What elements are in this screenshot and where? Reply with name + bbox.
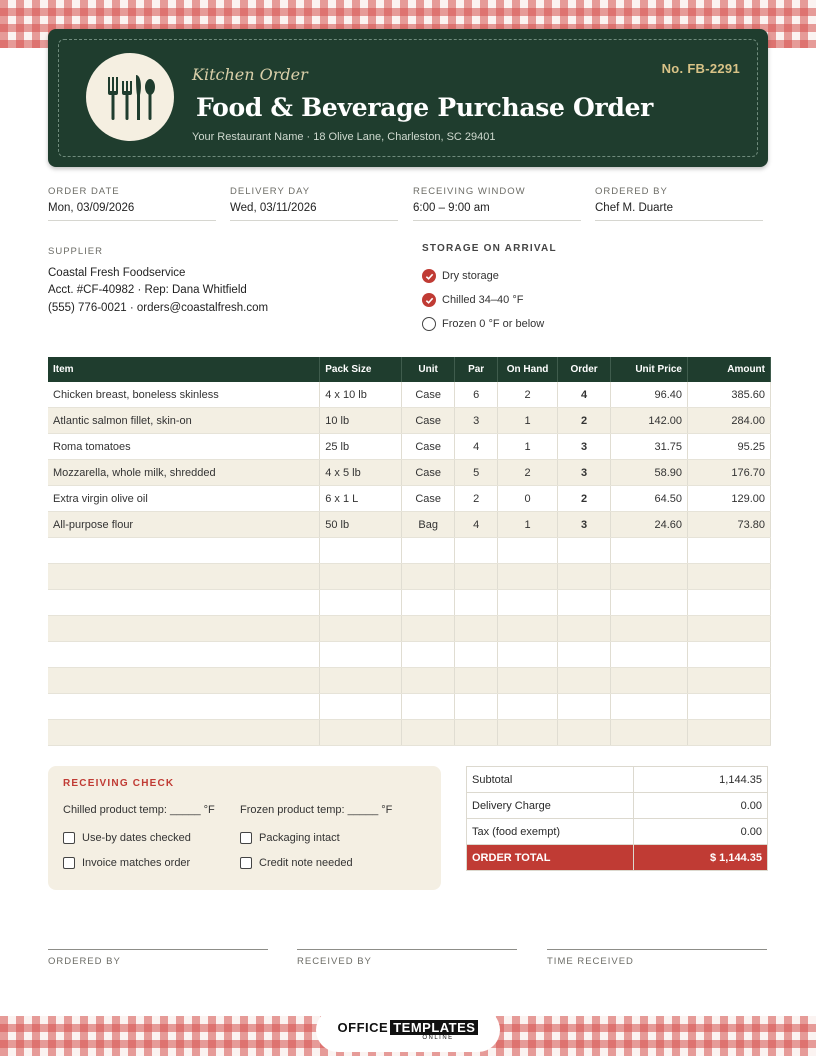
cell-on-hand[interactable]: 0 [498, 486, 558, 512]
cell-unit[interactable]: Case [402, 486, 455, 512]
storage-option-frozen[interactable] [422, 312, 557, 336]
cell-unit[interactable]: Case [402, 382, 455, 408]
table-row [48, 590, 771, 616]
cell-on-hand[interactable]: 1 [498, 512, 558, 538]
check-use-by-dates[interactable] [63, 832, 191, 844]
cell-unit-price[interactable]: 64.50 [611, 486, 688, 512]
cell-on-hand[interactable] [498, 668, 558, 694]
cell-amount[interactable]: 73.80 [688, 512, 771, 538]
signature-label: RECEIVED BY [297, 956, 372, 967]
storage-option-label: Dry storage [442, 270, 499, 282]
cell-on-hand[interactable]: 2 [498, 460, 558, 486]
cell-item[interactable]: All-purpose flour [48, 512, 320, 538]
cell-pack-size[interactable] [320, 642, 402, 668]
signature-time-received[interactable] [547, 949, 767, 967]
cell-unit[interactable] [402, 616, 455, 642]
receiving-window-label: RECEIVING WINDOW [413, 186, 526, 197]
supplier-label: SUPPLIER [48, 246, 103, 257]
cell-on-hand[interactable] [498, 642, 558, 668]
cell-par[interactable]: 4 [455, 434, 498, 460]
checkbox-icon[interactable] [63, 832, 75, 844]
cell-unit-price[interactable] [611, 694, 688, 720]
brand-logo[interactable] [316, 1008, 500, 1052]
cell-order[interactable]: 2 [558, 408, 611, 434]
cell-par[interactable]: 2 [455, 486, 498, 512]
storage-option-chilled[interactable] [422, 288, 557, 312]
supplier-account: Acct. #CF-40982 · Rep: Dana Whitfield [48, 284, 247, 296]
checkbox-icon[interactable] [240, 857, 252, 869]
cell-item[interactable]: Extra virgin olive oil [48, 486, 320, 512]
cell-order[interactable] [558, 564, 611, 590]
totals-label: Subtotal [467, 767, 634, 793]
order-total-value: $ 1,144.35 [634, 845, 768, 871]
cell-order[interactable] [558, 720, 611, 746]
delivery-day-value: Wed, 03/11/2026 [230, 202, 317, 214]
cell-on-hand[interactable] [498, 694, 558, 720]
ordered-by-field[interactable] [595, 186, 763, 221]
cell-on-hand[interactable] [498, 564, 558, 590]
storage-option-label: Chilled 34–40 °F [442, 294, 524, 306]
totals-label: Delivery Charge [467, 793, 634, 819]
cell-order[interactable] [558, 668, 611, 694]
cell-par[interactable] [455, 694, 498, 720]
signature-received-by[interactable] [297, 949, 517, 967]
col-header-unit-price: Unit Price [611, 357, 688, 382]
table-row [48, 408, 771, 434]
cell-unit[interactable] [402, 590, 455, 616]
cell-item[interactable] [48, 564, 320, 590]
cell-par[interactable] [455, 590, 498, 616]
table-row [48, 538, 771, 564]
table-row [48, 694, 771, 720]
storage-label: STORAGE ON ARRIVAL [422, 243, 557, 254]
cell-unit-price[interactable]: 142.00 [611, 408, 688, 434]
cell-unit-price[interactable]: 24.60 [611, 512, 688, 538]
cell-unit[interactable]: Case [402, 460, 455, 486]
table-row [48, 486, 771, 512]
cell-amount[interactable] [688, 538, 771, 564]
cell-order[interactable] [558, 694, 611, 720]
brand-wordmark [338, 1020, 479, 1035]
cell-pack-size[interactable] [320, 694, 402, 720]
cell-unit-price[interactable] [611, 564, 688, 590]
cell-pack-size[interactable]: 6 x 1 L [320, 486, 402, 512]
cell-item[interactable]: Mozzarella, whole milk, shredded [48, 460, 320, 486]
cell-on-hand[interactable] [498, 538, 558, 564]
totals-value: 0.00 [634, 793, 768, 819]
cell-on-hand[interactable]: 2 [498, 382, 558, 408]
signature-label: ORDERED BY [48, 956, 121, 967]
cell-order[interactable] [558, 616, 611, 642]
cell-pack-size[interactable] [320, 720, 402, 746]
cell-amount[interactable] [688, 720, 771, 746]
cell-amount[interactable] [688, 564, 771, 590]
cell-unit-price[interactable] [611, 720, 688, 746]
supplier-name: Coastal Fresh Foodservice [48, 266, 186, 279]
order-date-field[interactable] [48, 186, 216, 221]
cell-unit-price[interactable] [611, 642, 688, 668]
cell-pack-size[interactable]: 4 x 10 lb [320, 382, 402, 408]
table-row [48, 668, 771, 694]
cell-on-hand[interactable] [498, 616, 558, 642]
check-label: Invoice matches order [82, 857, 191, 869]
delivery-day-label: DELIVERY DAY [230, 186, 311, 197]
order-date-value: Mon, 03/09/2026 [48, 202, 135, 214]
col-header-amount: Amount [688, 357, 771, 382]
signature-ordered-by[interactable] [48, 949, 268, 967]
cell-order[interactable] [558, 642, 611, 668]
cell-unit[interactable] [402, 668, 455, 694]
ordered-by-label: ORDERED BY [595, 186, 668, 197]
cell-on-hand[interactable] [498, 720, 558, 746]
receiving-window-field[interactable] [413, 186, 581, 221]
cell-order[interactable] [558, 538, 611, 564]
cell-on-hand[interactable] [498, 590, 558, 616]
cell-par[interactable] [455, 538, 498, 564]
cell-unit[interactable]: Case [402, 408, 455, 434]
table-row [48, 564, 771, 590]
chilled-temp-field[interactable]: Chilled product temp: _____ °F [63, 804, 215, 816]
cell-item[interactable]: Roma tomatoes [48, 434, 320, 460]
cell-pack-size[interactable]: 50 lb [320, 512, 402, 538]
cell-amount[interactable] [688, 694, 771, 720]
cell-order[interactable]: 3 [558, 460, 611, 486]
cell-item[interactable] [48, 538, 320, 564]
supplier-block [48, 243, 268, 317]
receiving-window-value: 6:00 – 9:00 am [413, 202, 490, 214]
cell-amount[interactable]: 129.00 [688, 486, 771, 512]
check-label: Credit note needed [259, 857, 353, 869]
check-packaging-intact[interactable] [240, 832, 340, 844]
col-header-order: Order [558, 357, 611, 382]
cell-amount[interactable]: 95.25 [688, 434, 771, 460]
cell-on-hand[interactable]: 1 [498, 434, 558, 460]
cell-amount[interactable] [688, 668, 771, 694]
cell-item[interactable] [48, 720, 320, 746]
cell-unit[interactable]: Case [402, 434, 455, 460]
check-invoice-matches[interactable] [63, 857, 190, 869]
cell-unit[interactable] [402, 564, 455, 590]
brand-name-a: OFFICE [337, 1019, 389, 1035]
order-date-label: ORDER DATE [48, 186, 120, 197]
cell-unit-price[interactable] [611, 538, 688, 564]
cutlery-icon [86, 53, 174, 141]
page-title: Food & Beverage Purchase Order [196, 93, 654, 122]
check-label: Use-by dates checked [82, 832, 191, 844]
cell-par[interactable]: 4 [455, 512, 498, 538]
signature-label: TIME RECEIVED [547, 956, 634, 967]
col-header-item: Item [48, 357, 320, 382]
cell-item[interactable] [48, 642, 320, 668]
cell-pack-size[interactable] [320, 668, 402, 694]
cell-par[interactable] [455, 616, 498, 642]
cell-item[interactable] [48, 590, 320, 616]
cell-amount[interactable] [688, 590, 771, 616]
cell-item[interactable] [48, 668, 320, 694]
cell-item[interactable]: Atlantic salmon fillet, skin-on [48, 408, 320, 434]
cell-pack-size[interactable] [320, 564, 402, 590]
cell-unit[interactable]: Bag [402, 512, 455, 538]
cell-pack-size[interactable] [320, 538, 402, 564]
cell-order[interactable] [558, 590, 611, 616]
table-row [48, 642, 771, 668]
cell-amount[interactable]: 385.60 [688, 382, 771, 408]
cell-par[interactable]: 5 [455, 460, 498, 486]
check-credit-note[interactable] [240, 857, 353, 869]
cell-unit-price[interactable] [611, 616, 688, 642]
cell-pack-size[interactable] [320, 590, 402, 616]
totals-value: 0.00 [634, 819, 768, 845]
cell-unit-price[interactable]: 31.75 [611, 434, 688, 460]
col-header-par: Par [455, 357, 498, 382]
cell-amount[interactable]: 284.00 [688, 408, 771, 434]
cell-par[interactable]: 6 [455, 382, 498, 408]
cell-item[interactable] [48, 616, 320, 642]
cell-order[interactable]: 2 [558, 486, 611, 512]
order-number: No. FB-2291 [661, 61, 740, 76]
table-row [48, 460, 771, 486]
receiving-check-label: RECEIVING CHECK [63, 778, 175, 789]
table-row [48, 434, 771, 460]
restaurant-address: Your Restaurant Name · 18 Olive Lane, Charleston, SC 29401 [192, 131, 496, 143]
totals-table [466, 766, 768, 871]
cell-on-hand[interactable]: 1 [498, 408, 558, 434]
totals-value: 1,144.35 [634, 767, 768, 793]
supplier-contact: (555) 776-0021 · orders@coastalfresh.com [48, 301, 269, 314]
check-circle-icon[interactable] [422, 293, 436, 307]
cell-unit[interactable] [402, 538, 455, 564]
storage-option-dry[interactable] [422, 264, 557, 288]
storage-on-arrival [422, 243, 557, 336]
totals-row-delivery [467, 793, 768, 819]
totals-label: Tax (food exempt) [467, 819, 634, 845]
cell-pack-size[interactable] [320, 616, 402, 642]
cell-unit-price[interactable]: 96.40 [611, 382, 688, 408]
table-row [48, 720, 771, 746]
cell-unit[interactable] [402, 694, 455, 720]
cell-par[interactable] [455, 720, 498, 746]
frozen-temp-field[interactable]: Frozen product temp: _____ °F [240, 804, 393, 816]
storage-option-label: Frozen 0 °F or below [442, 318, 545, 330]
cell-par[interactable]: 3 [455, 408, 498, 434]
cell-order[interactable]: 3 [558, 434, 611, 460]
cell-par[interactable] [455, 642, 498, 668]
cell-order[interactable]: 4 [558, 382, 611, 408]
cell-unit-price[interactable] [611, 590, 688, 616]
table-header-row [48, 357, 771, 382]
cell-unit-price[interactable] [611, 668, 688, 694]
totals-row-order-total [467, 845, 768, 871]
brand-name-b: TEMPLATES [390, 1020, 478, 1035]
cell-item[interactable]: Chicken breast, boneless skinless [48, 382, 320, 408]
cell-amount[interactable]: 176.70 [688, 460, 771, 486]
totals-row-subtotal [467, 767, 768, 793]
cell-unit[interactable] [402, 642, 455, 668]
checkbox-icon[interactable] [63, 857, 75, 869]
order-total-label: ORDER TOTAL [467, 845, 634, 871]
cell-par[interactable] [455, 668, 498, 694]
receiving-check-panel [48, 766, 441, 890]
cell-pack-size[interactable]: 25 lb [320, 434, 402, 460]
empty-circle-icon[interactable] [422, 317, 436, 331]
cell-amount[interactable] [688, 616, 771, 642]
cell-unit-price[interactable]: 58.90 [611, 460, 688, 486]
table-row [48, 512, 771, 538]
cell-item[interactable] [48, 694, 320, 720]
col-header-pack-size: Pack Size [320, 357, 402, 382]
order-header [48, 29, 768, 167]
totals-row-tax [467, 819, 768, 845]
cell-order[interactable]: 3 [558, 512, 611, 538]
order-items-table [48, 357, 771, 746]
cell-par[interactable] [455, 564, 498, 590]
cell-pack-size[interactable]: 4 x 5 lb [320, 460, 402, 486]
cell-pack-size[interactable]: 10 lb [320, 408, 402, 434]
checkbox-icon[interactable] [240, 832, 252, 844]
delivery-day-field[interactable] [230, 186, 398, 221]
header-kicker: Kitchen Order [192, 65, 308, 84]
check-circle-icon[interactable] [422, 269, 436, 283]
col-header-unit: Unit [402, 357, 455, 382]
brand-sub: ONLINE [422, 1034, 454, 1041]
check-label: Packaging intact [259, 832, 340, 844]
ordered-by-value: Chef M. Duarte [595, 202, 673, 214]
cell-amount[interactable] [688, 642, 771, 668]
col-header-on-hand: On Hand [498, 357, 558, 382]
table-row [48, 382, 771, 408]
table-row [48, 616, 771, 642]
cell-unit[interactable] [402, 720, 455, 746]
